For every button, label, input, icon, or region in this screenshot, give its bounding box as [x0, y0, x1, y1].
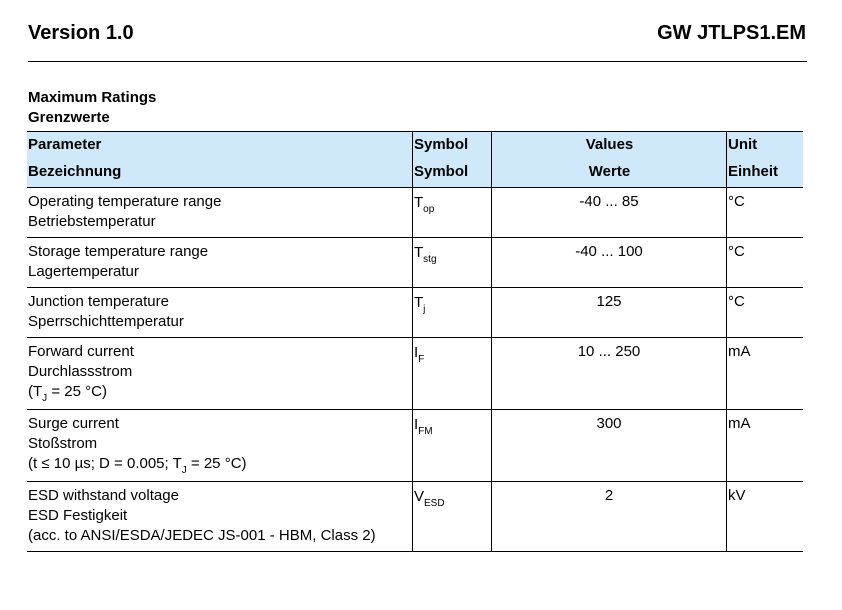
- table-row: [27, 338, 803, 410]
- symbol: [414, 192, 434, 215]
- symbol-base: I: [414, 344, 419, 361]
- parameter-cell: [27, 188, 413, 238]
- unit: °C: [728, 243, 745, 260]
- table-row: [27, 410, 803, 482]
- value-cell: [492, 188, 727, 238]
- table-row: [27, 238, 803, 288]
- symbol-base: T: [414, 194, 424, 211]
- unit-cell: [727, 288, 804, 338]
- condition-text: (T: [28, 383, 43, 400]
- symbol: [414, 414, 433, 437]
- symbol-base: V: [414, 488, 425, 505]
- parameter-name-de: Lagertemperatur: [28, 263, 139, 280]
- parameter-name-en: Surge current: [28, 415, 119, 432]
- parameter-name-en: Forward current: [28, 343, 134, 360]
- unit-cell: [727, 238, 804, 288]
- parameter-cell: [27, 338, 413, 410]
- symbol-base: T: [414, 244, 424, 261]
- parameter-condition: [28, 382, 412, 404]
- symbol-cell: [413, 188, 492, 238]
- column-header-en: Parameter: [28, 136, 102, 153]
- section-title-en: Maximum Ratings: [28, 89, 157, 106]
- column-header-de: Werte: [588, 163, 631, 180]
- parameter-name-en: Storage temperature range: [28, 243, 209, 260]
- value: 300: [596, 415, 622, 432]
- value-cell: [492, 288, 727, 338]
- version-label: Version 1.0: [28, 22, 134, 44]
- symbol: [414, 242, 437, 265]
- parameter-cell: [27, 238, 413, 288]
- table-header-row: [27, 132, 803, 188]
- unit-cell: [727, 482, 804, 552]
- value-cell: [492, 238, 727, 288]
- column-header-symbol: [413, 132, 492, 188]
- unit: °C: [728, 293, 745, 310]
- value-cell: [492, 338, 727, 410]
- section-title: [28, 88, 156, 128]
- value: 125: [596, 293, 622, 310]
- column-header-de: Bezeichnung: [28, 163, 122, 180]
- section-title-de: Grenzwerte: [28, 109, 110, 126]
- symbol-subscript: ESD: [424, 498, 445, 509]
- symbol-base: I: [414, 416, 419, 433]
- parameter-cell: [27, 288, 413, 338]
- parameter-name-de: ESD Festigkeit: [28, 507, 128, 524]
- condition-text: (t ≤ 10 µs; D = 0.005; T: [28, 455, 182, 472]
- value: 2: [604, 487, 614, 504]
- unit-cell: [727, 410, 804, 482]
- symbol-base: T: [414, 294, 424, 311]
- symbol-subscript: FM: [418, 426, 433, 437]
- condition-text: = 25 °C): [47, 383, 107, 400]
- parameter-name-de: Durchlassstrom: [28, 363, 133, 380]
- condition-text: = 25 °C): [186, 455, 247, 472]
- unit: mA: [728, 415, 751, 432]
- parameter-cell: [27, 410, 413, 482]
- symbol-subscript: j: [423, 304, 426, 315]
- value: -40 ... 100: [575, 243, 643, 260]
- unit-cell: [727, 188, 804, 238]
- symbol-cell: [413, 338, 492, 410]
- symbol-cell: [413, 288, 492, 338]
- column-header-unit: [727, 132, 804, 188]
- symbol-subscript: F: [418, 354, 425, 365]
- symbol-cell: [413, 482, 492, 552]
- symbol: [414, 292, 425, 315]
- table-row: [27, 288, 803, 338]
- column-header-en: Symbol: [414, 136, 469, 153]
- table-row: [27, 188, 803, 238]
- column-header-de: Einheit: [728, 163, 779, 180]
- unit-cell: [727, 338, 804, 410]
- column-header-de: Symbol: [414, 163, 469, 180]
- value: 10 ... 250: [577, 343, 641, 360]
- symbol: [414, 486, 445, 509]
- symbol-cell: [413, 238, 492, 288]
- column-header-en: Unit: [728, 136, 758, 153]
- part-number: GW JTLPS1.EM: [657, 22, 806, 44]
- parameter-condition: (acc. to ANSI/ESDA/JEDEC JS-001 - HBM, Class 2): [28, 527, 376, 544]
- unit: kV: [728, 487, 746, 504]
- parameter-name-de: Stoßstrom: [28, 435, 98, 452]
- condition-subscript: J: [181, 465, 187, 476]
- parameter-name-de: Betriebstemperatur: [28, 213, 156, 230]
- value: -40 ... 85: [579, 193, 639, 210]
- column-header-en: Values: [585, 136, 634, 153]
- value-cell: [492, 482, 727, 552]
- parameter-cell: [27, 482, 413, 552]
- symbol-subscript: op: [423, 204, 435, 215]
- parameter-name-en: Operating temperature range: [28, 193, 222, 210]
- table-row: [27, 482, 803, 552]
- symbol-cell: [413, 410, 492, 482]
- column-header-parameter: [27, 132, 413, 188]
- unit: mA: [728, 343, 751, 360]
- parameter-name-en: ESD withstand voltage: [28, 487, 179, 504]
- unit: °C: [728, 193, 745, 210]
- header-divider: [28, 61, 807, 62]
- parameter-condition: [28, 454, 412, 476]
- maximum-ratings-table: [27, 131, 803, 552]
- symbol-subscript: stg: [423, 254, 437, 265]
- parameter-name-de: Sperrschichttemperatur: [28, 313, 184, 330]
- symbol: [414, 342, 424, 365]
- parameter-name-en: Junction temperature: [28, 293, 169, 310]
- condition-subscript: J: [42, 393, 48, 404]
- value-cell: [492, 410, 727, 482]
- column-header-values: [492, 132, 727, 188]
